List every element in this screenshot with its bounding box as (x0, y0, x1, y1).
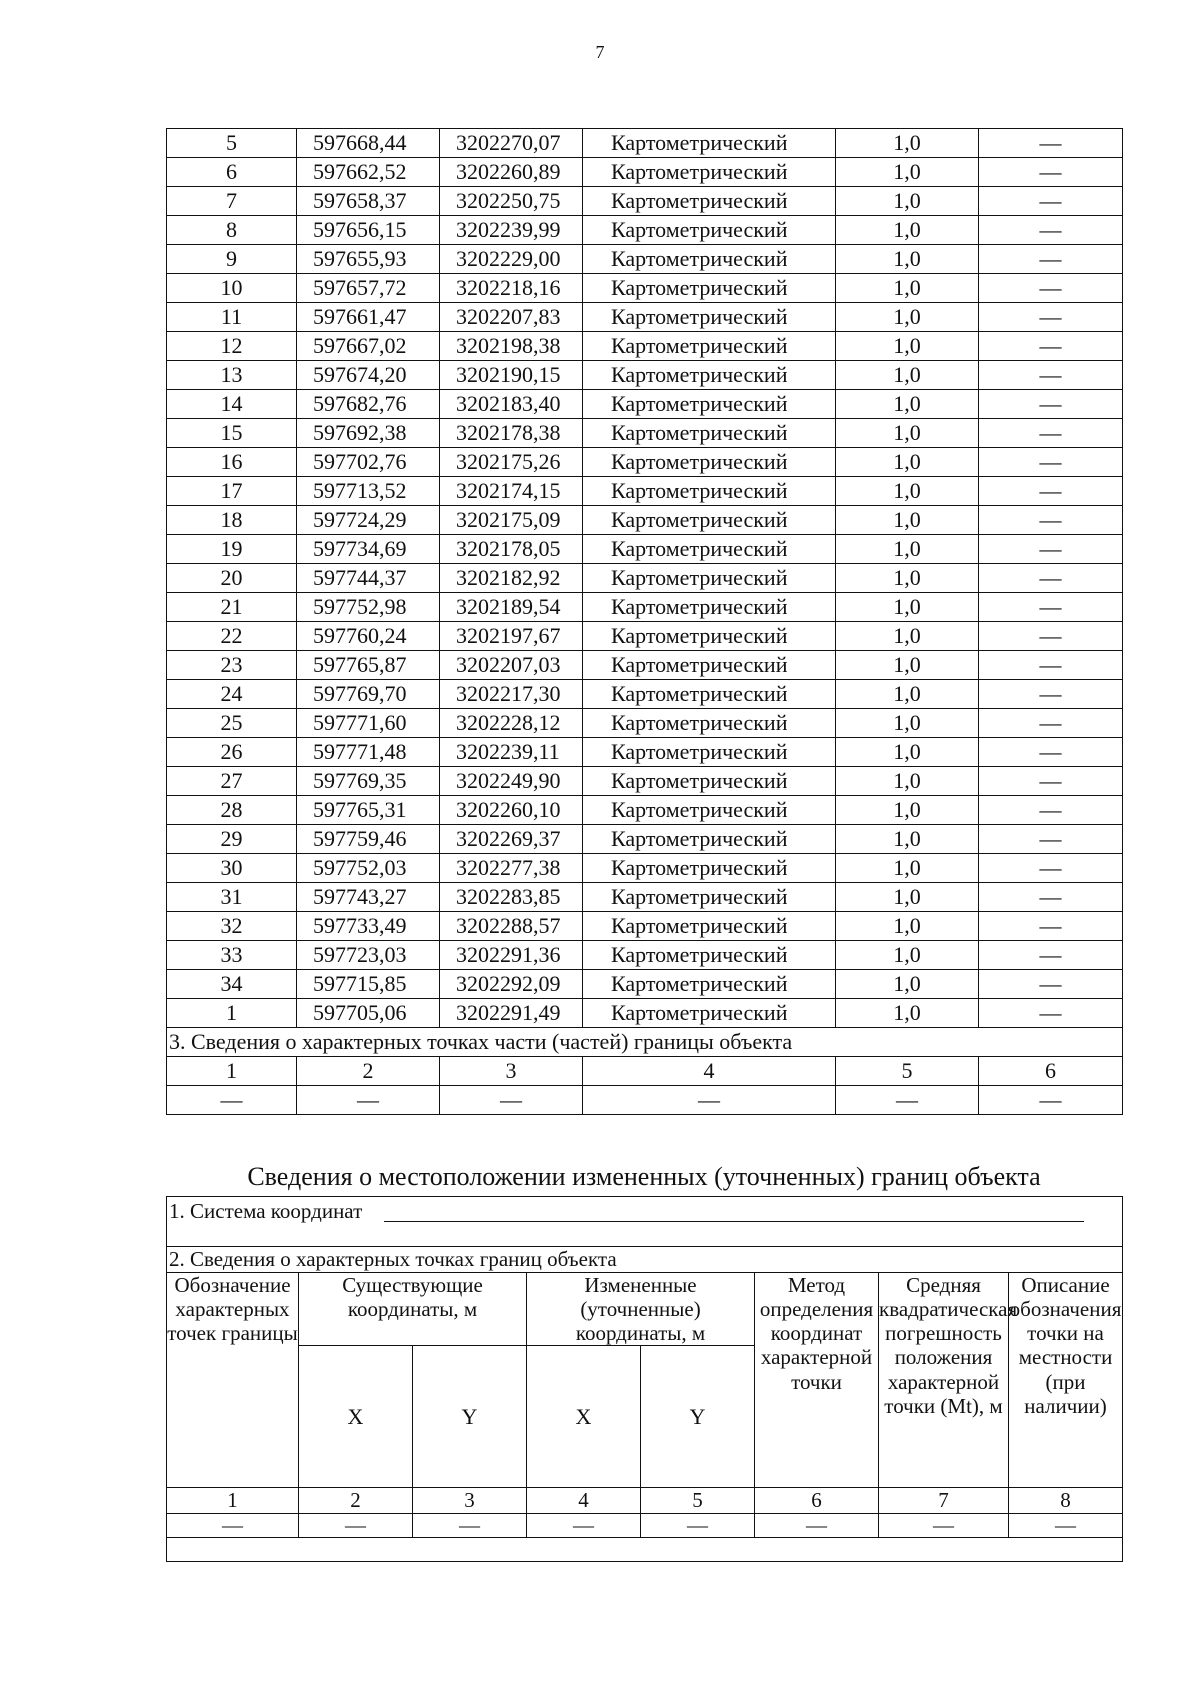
table-row (167, 477, 1123, 506)
accuracy-cell: 1,0 (836, 593, 979, 622)
point-number-cell: 23 (167, 651, 297, 680)
spacer-row (167, 1227, 1123, 1247)
table-row (167, 535, 1123, 564)
coord-y-cell: 3202217,30 (440, 680, 583, 709)
column-index-cell: 6 (755, 1488, 879, 1514)
method-cell: Картометрический (583, 274, 836, 303)
coord-y-cell: 3202292,09 (440, 970, 583, 999)
point-number-cell: 32 (167, 912, 297, 941)
coord-y-cell: 3202175,26 (440, 448, 583, 477)
description-cell: — (979, 361, 1123, 390)
description-cell: — (979, 187, 1123, 216)
method-cell: Картометрический (583, 767, 836, 796)
coord-x-cell: 597657,72 (297, 274, 440, 303)
point-number-cell: 31 (167, 883, 297, 912)
method-cell: Картометрический (583, 709, 836, 738)
description-cell: — (979, 332, 1123, 361)
coord-x-cell: 597765,31 (297, 796, 440, 825)
coord-x-cell: 597662,52 (297, 158, 440, 187)
coord-x-cell: 597765,87 (297, 651, 440, 680)
accuracy-cell: 1,0 (836, 477, 979, 506)
coord-x-cell: 597674,20 (297, 361, 440, 390)
method-cell: Картометрический (583, 970, 836, 999)
description-cell: — (979, 506, 1123, 535)
column-index-cell: 5 (641, 1488, 755, 1514)
table-row (167, 564, 1123, 593)
coord-y-cell: 3202260,89 (440, 158, 583, 187)
coord-y-cell: 3202228,12 (440, 709, 583, 738)
page-number: 7 (595, 42, 605, 62)
coord-x-cell: 597769,35 (297, 767, 440, 796)
table-row (167, 709, 1123, 738)
accuracy-cell: 1,0 (836, 912, 979, 941)
point-number-cell: 24 (167, 680, 297, 709)
empty-value-cell: — (879, 1514, 1009, 1538)
point-number-cell: 1 (167, 999, 297, 1028)
column-index-cell: 2 (299, 1488, 413, 1514)
table-row (167, 941, 1123, 970)
method-cell: Картометрический (583, 390, 836, 419)
accuracy-cell: 1,0 (836, 361, 979, 390)
method-cell: Картометрический (583, 883, 836, 912)
point-number-cell: 17 (167, 477, 297, 506)
point-number-cell: 18 (167, 506, 297, 535)
header-designation: Обозначение характерных точек границы (167, 1273, 299, 1488)
table-row (167, 796, 1123, 825)
column-index-cell: 1 (167, 1488, 299, 1514)
empty-value-cell: — (527, 1514, 641, 1538)
header-existing: Существующие координаты, м (299, 1273, 527, 1346)
accuracy-cell: 1,0 (836, 651, 979, 680)
column-index-cell: 3 (440, 1057, 583, 1086)
method-cell: Картометрический (583, 593, 836, 622)
coord-y-cell: 3202283,85 (440, 883, 583, 912)
coord-y-cell: 3202270,07 (440, 129, 583, 158)
column-index-cell: 3 (413, 1488, 527, 1514)
point-number-cell: 20 (167, 564, 297, 593)
table-row (167, 158, 1123, 187)
point-number-cell: 8 (167, 216, 297, 245)
changed-boundaries-table (166, 1196, 1123, 1562)
column-index-cell: 5 (836, 1057, 979, 1086)
coord-x-cell: 597715,85 (297, 970, 440, 999)
table-row (167, 622, 1123, 651)
table-row (167, 883, 1123, 912)
table-row (167, 825, 1123, 854)
coord-y-cell: 3202178,38 (440, 419, 583, 448)
description-cell: — (979, 477, 1123, 506)
coord-system-cell (167, 1197, 1123, 1227)
method-cell: Картометрический (583, 651, 836, 680)
coord-x-cell: 597743,27 (297, 883, 440, 912)
coord-x-cell: 597692,38 (297, 419, 440, 448)
method-cell: Картометрический (583, 564, 836, 593)
coord-x-cell: 597769,70 (297, 680, 440, 709)
section3-title: 3. Сведения о характерных точках части (частей) границы объекта (167, 1028, 1123, 1057)
accuracy-cell: 1,0 (836, 129, 979, 158)
point-number-cell: 19 (167, 535, 297, 564)
accuracy-cell: 1,0 (836, 999, 979, 1028)
method-cell: Картометрический (583, 477, 836, 506)
point-number-cell: 29 (167, 825, 297, 854)
accuracy-cell: 1,0 (836, 709, 979, 738)
method-cell: Картометрический (583, 245, 836, 274)
coordinates-table (166, 128, 1123, 1115)
column-index-cell: 4 (527, 1488, 641, 1514)
description-cell: — (979, 970, 1123, 999)
coord-y-cell: 3202239,99 (440, 216, 583, 245)
point-number-cell: 34 (167, 970, 297, 999)
table-row (167, 129, 1123, 158)
header-changed: Измененные (уточненные) координаты, м (527, 1273, 755, 1346)
description-cell: — (979, 651, 1123, 680)
description-cell: — (979, 245, 1123, 274)
coord-y-cell: 3202182,92 (440, 564, 583, 593)
accuracy-cell: 1,0 (836, 796, 979, 825)
coord-y-cell: 3202250,75 (440, 187, 583, 216)
description-cell: — (979, 622, 1123, 651)
description-cell: — (979, 999, 1123, 1028)
section-title: Сведения о местоположении измененных (уточненных) границ объекта (247, 1162, 1041, 1191)
point-number-cell: 9 (167, 245, 297, 274)
accuracy-cell: 1,0 (836, 883, 979, 912)
header-changed-y: Y (641, 1346, 755, 1488)
point-number-cell: 27 (167, 767, 297, 796)
method-cell: Картометрический (583, 506, 836, 535)
point-number-cell: 28 (167, 796, 297, 825)
coord-y-cell: 3202175,09 (440, 506, 583, 535)
accuracy-cell: 1,0 (836, 332, 979, 361)
empty-value-cell: — (167, 1514, 299, 1538)
coord-x-cell: 597733,49 (297, 912, 440, 941)
method-cell: Картометрический (583, 419, 836, 448)
coord-y-cell: 3202269,37 (440, 825, 583, 854)
empty-value-cell: — (836, 1086, 979, 1115)
coord-y-cell: 3202239,11 (440, 738, 583, 767)
point-number-cell: 10 (167, 274, 297, 303)
accuracy-cell: 1,0 (836, 303, 979, 332)
coord-system-blank (384, 1203, 1084, 1222)
coord-x-cell: 597668,44 (297, 129, 440, 158)
coord-x-cell: 597656,15 (297, 216, 440, 245)
coord-x-cell: 597752,98 (297, 593, 440, 622)
coord-x-cell: 597744,37 (297, 564, 440, 593)
accuracy-cell: 1,0 (836, 535, 979, 564)
description-cell: — (979, 709, 1123, 738)
accuracy-cell: 1,0 (836, 419, 979, 448)
coord-y-cell: 3202207,83 (440, 303, 583, 332)
description-cell: — (979, 767, 1123, 796)
method-cell: Картометрический (583, 332, 836, 361)
description-cell: — (979, 941, 1123, 970)
table-row (167, 999, 1123, 1028)
description-cell: — (979, 448, 1123, 477)
empty-value-cell: — (979, 1086, 1123, 1115)
accuracy-cell: 1,0 (836, 854, 979, 883)
description-cell: — (979, 912, 1123, 941)
coord-y-cell: 3202197,67 (440, 622, 583, 651)
empty-value-cell: — (755, 1514, 879, 1538)
method-cell: Картометрический (583, 303, 836, 332)
method-cell: Картометрический (583, 187, 836, 216)
table-row (167, 332, 1123, 361)
table-row (167, 506, 1123, 535)
point-number-cell: 15 (167, 419, 297, 448)
point-number-cell: 16 (167, 448, 297, 477)
description-cell: — (979, 303, 1123, 332)
table-row (167, 912, 1123, 941)
method-cell: Картометрический (583, 738, 836, 767)
coord-y-cell: 3202288,57 (440, 912, 583, 941)
coord-x-cell: 597713,52 (297, 477, 440, 506)
empty-value-cell: — (297, 1086, 440, 1115)
table-row (167, 680, 1123, 709)
point-number-cell: 13 (167, 361, 297, 390)
point-number-cell: 21 (167, 593, 297, 622)
table-row (167, 651, 1123, 680)
coord-x-cell: 597702,76 (297, 448, 440, 477)
accuracy-cell: 1,0 (836, 622, 979, 651)
column-index-cell: 1 (167, 1057, 297, 1086)
description-cell: — (979, 564, 1123, 593)
table-row (167, 854, 1123, 883)
empty-value-cell: — (583, 1086, 836, 1115)
column-index-cell: 8 (1009, 1488, 1123, 1514)
coord-y-cell: 3202291,49 (440, 999, 583, 1028)
description-cell: — (979, 854, 1123, 883)
point-number-cell: 5 (167, 129, 297, 158)
coord-x-cell: 597661,47 (297, 303, 440, 332)
empty-value-cell: — (1009, 1514, 1123, 1538)
coord-x-cell: 597734,69 (297, 535, 440, 564)
coord-y-cell: 3202260,10 (440, 796, 583, 825)
method-cell: Картометрический (583, 854, 836, 883)
accuracy-cell: 1,0 (836, 187, 979, 216)
table-row (167, 245, 1123, 274)
method-cell: Картометрический (583, 361, 836, 390)
table-row (167, 274, 1123, 303)
description-cell: — (979, 129, 1123, 158)
table-row (167, 187, 1123, 216)
point-number-cell: 33 (167, 941, 297, 970)
description-cell: — (979, 593, 1123, 622)
point-number-cell: 30 (167, 854, 297, 883)
table-row (167, 361, 1123, 390)
point-number-cell: 26 (167, 738, 297, 767)
table-row (167, 448, 1123, 477)
accuracy-cell: 1,0 (836, 448, 979, 477)
method-cell: Картометрический (583, 158, 836, 187)
description-cell: — (979, 419, 1123, 448)
accuracy-cell: 1,0 (836, 216, 979, 245)
coord-y-cell: 3202183,40 (440, 390, 583, 419)
coord-y-cell: 3202190,15 (440, 361, 583, 390)
method-cell: Картометрический (583, 216, 836, 245)
coord-x-cell: 597723,03 (297, 941, 440, 970)
point-number-cell: 25 (167, 709, 297, 738)
header-existing-y: Y (413, 1346, 527, 1488)
coord-x-cell: 597682,76 (297, 390, 440, 419)
header-method: Метод определения координат характерной точки (755, 1273, 879, 1488)
coord-y-cell: 3202218,16 (440, 274, 583, 303)
method-cell: Картометрический (583, 535, 836, 564)
coord-x-cell: 597771,60 (297, 709, 440, 738)
table-row (167, 216, 1123, 245)
coord-x-cell: 597760,24 (297, 622, 440, 651)
table-row (167, 970, 1123, 999)
description-cell: — (979, 216, 1123, 245)
method-cell: Картометрический (583, 448, 836, 477)
header-changed-x: X (527, 1346, 641, 1488)
coord-y-cell: 3202174,15 (440, 477, 583, 506)
empty-value-cell: — (167, 1086, 297, 1115)
coord-y-cell: 3202207,03 (440, 651, 583, 680)
accuracy-cell: 1,0 (836, 506, 979, 535)
table-row (167, 593, 1123, 622)
point-number-cell: 12 (167, 332, 297, 361)
accuracy-cell: 1,0 (836, 245, 979, 274)
description-cell: — (979, 796, 1123, 825)
coord-y-cell: 3202229,00 (440, 245, 583, 274)
accuracy-cell: 1,0 (836, 564, 979, 593)
coord-x-cell: 597752,03 (297, 854, 440, 883)
description-cell: — (979, 535, 1123, 564)
coord-y-cell: 3202291,36 (440, 941, 583, 970)
accuracy-cell: 1,0 (836, 274, 979, 303)
empty-value-cell: — (641, 1514, 755, 1538)
description-cell: — (979, 738, 1123, 767)
description-cell: — (979, 390, 1123, 419)
column-index-cell: 6 (979, 1057, 1123, 1086)
table-row (167, 419, 1123, 448)
point-number-cell: 6 (167, 158, 297, 187)
header-existing-x: X (299, 1346, 413, 1488)
empty-value-cell: — (299, 1514, 413, 1538)
description-cell: — (979, 825, 1123, 854)
coord-x-cell: 597759,46 (297, 825, 440, 854)
coord-y-cell: 3202249,90 (440, 767, 583, 796)
method-cell: Картометрический (583, 999, 836, 1028)
description-cell: — (979, 158, 1123, 187)
method-cell: Картометрический (583, 912, 836, 941)
accuracy-cell: 1,0 (836, 738, 979, 767)
point-number-cell: 22 (167, 622, 297, 651)
coord-x-cell: 597724,29 (297, 506, 440, 535)
method-cell: Картометрический (583, 680, 836, 709)
header-description: Описание обозначения точки на местности (при наличии) (1009, 1273, 1123, 1488)
method-cell: Картометрический (583, 129, 836, 158)
accuracy-cell: 1,0 (836, 970, 979, 999)
empty-value-cell: — (413, 1514, 527, 1538)
accuracy-cell: 1,0 (836, 390, 979, 419)
coord-x-cell: 597658,37 (297, 187, 440, 216)
coord-y-cell: 3202189,54 (440, 593, 583, 622)
column-index-cell: 7 (879, 1488, 1009, 1514)
method-cell: Картометрический (583, 825, 836, 854)
coord-y-cell: 3202277,38 (440, 854, 583, 883)
table-row (167, 738, 1123, 767)
accuracy-cell: 1,0 (836, 825, 979, 854)
table-row (167, 767, 1123, 796)
method-cell: Картометрический (583, 941, 836, 970)
coord-x-cell: 597771,48 (297, 738, 440, 767)
coord-y-cell: 3202178,05 (440, 535, 583, 564)
coord-y-cell: 3202198,38 (440, 332, 583, 361)
header-accuracy: Средняя квадратическая погрешность положения характерной точки (Mt), м (879, 1273, 1009, 1488)
coord-x-cell: 597655,93 (297, 245, 440, 274)
point-number-cell: 7 (167, 187, 297, 216)
empty-row (167, 1538, 1123, 1562)
empty-value-cell: — (440, 1086, 583, 1115)
description-cell: — (979, 680, 1123, 709)
coord-system-label: 1. Система координат (169, 1199, 363, 1224)
column-index-cell: 2 (297, 1057, 440, 1086)
table-row (167, 390, 1123, 419)
accuracy-cell: 1,0 (836, 767, 979, 796)
point-number-cell: 14 (167, 390, 297, 419)
accuracy-cell: 1,0 (836, 941, 979, 970)
method-cell: Картометрический (583, 796, 836, 825)
description-cell: — (979, 274, 1123, 303)
coord-x-cell: 597705,06 (297, 999, 440, 1028)
accuracy-cell: 1,0 (836, 158, 979, 187)
point-number-cell: 11 (167, 303, 297, 332)
column-index-cell: 4 (583, 1057, 836, 1086)
description-cell: — (979, 883, 1123, 912)
points-label: 2. Сведения о характерных точках границ объекта (167, 1247, 1123, 1273)
accuracy-cell: 1,0 (836, 680, 979, 709)
method-cell: Картометрический (583, 622, 836, 651)
coord-x-cell: 597667,02 (297, 332, 440, 361)
table-row (167, 303, 1123, 332)
